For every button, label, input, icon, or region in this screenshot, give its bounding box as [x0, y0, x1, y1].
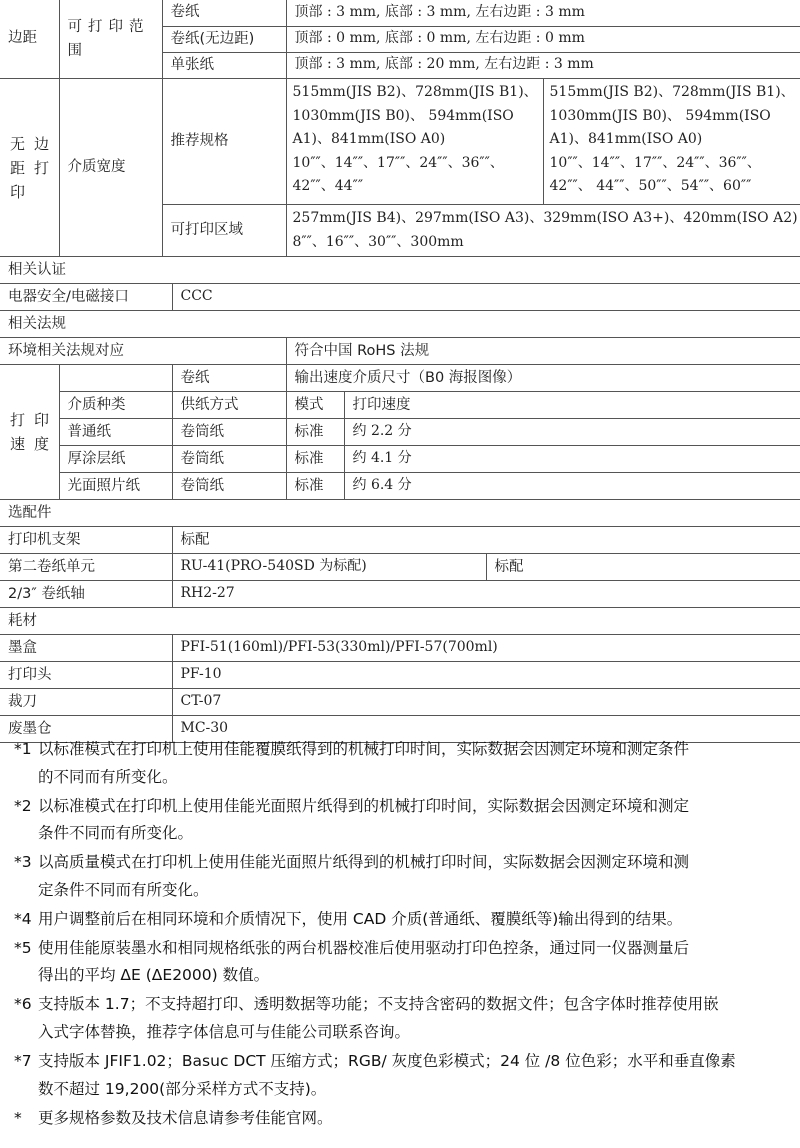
footnote — [14, 736, 794, 791]
regulation-value: 符合中国 RoHS 法规 — [286, 338, 800, 365]
borderless-label: 无边距打印 — [0, 79, 59, 257]
spindle-value: RH2-27 — [172, 581, 800, 608]
recommended-line: 42″″、 44″″、50″″、54″″、60″″ — [549, 178, 752, 194]
footnote-mark: *6 — [14, 995, 32, 1014]
header-speed: 打印速度 — [344, 392, 800, 419]
footnote-text: 入式字体替换，推荐字体信息可与佳能公司联系咨询。 — [38, 1022, 411, 1041]
printable-area-line: 257mm(JIS B4)、297mm(ISO A3)、329mm(ISO A3+)、420mm(ISO A2) — [292, 210, 798, 226]
footnote — [14, 1105, 794, 1133]
mode-cell: 标准 — [286, 473, 344, 500]
header-feed: 供纸方式 — [172, 392, 286, 419]
cert-label: 电器安全/电磁接口 — [0, 284, 172, 311]
footnote-text: 更多规格参数及技术信息请参考佳能官网。 — [38, 1108, 333, 1127]
spindle-label: 2/3″ 卷纸轴 — [0, 581, 172, 608]
margins-label: 边距 — [0, 0, 59, 78]
footnote-mark: * — [14, 1108, 22, 1127]
footnote-text: 支持版本 1.7；不支持超打印、透明数据等功能；不支持含密码的数据文件；包含字体时推荐使用嵌 — [38, 995, 719, 1014]
printable-area-label: 可打印区域 — [162, 205, 286, 257]
footnote-text: 用户调整前后在相同环境和介质情况下，使用 CAD 介质(普通纸、覆膜纸等)输出得到的结果。 — [38, 909, 683, 928]
footnote-text: 使用佳能原装墨水和相同规格纸张的两台机器校准后使用驱动打印色控条，通过同一仪器测量后 — [38, 938, 690, 957]
footnote-text: 条件不同而有所变化。 — [38, 824, 194, 843]
consumables-table — [0, 607, 800, 743]
margin-value: 顶部 : 3 mm, 底部 : 20 mm, 左右边距 : 3 mm — [286, 52, 800, 78]
footnote-mark: *7 — [14, 1052, 32, 1071]
stand-label: 打印机支架 — [0, 527, 172, 554]
footnote — [14, 1048, 794, 1103]
footnote-mark: *2 — [14, 796, 32, 815]
recommended-line: 1030mm(JIS B0)、 594mm(ISO — [549, 107, 771, 124]
recommended-line: 1030mm(JIS B0)、 594mm(ISO — [292, 107, 514, 124]
footnote-mark: *5 — [14, 938, 32, 957]
options-table — [0, 499, 800, 608]
regulation-section-title: 相关法规 — [0, 311, 800, 338]
consumable-value: PFI-51(160ml)/PFI-53(330ml)/PFI-57(700ml) — [172, 635, 800, 662]
footnote-mark: *3 — [14, 853, 32, 872]
footnote — [14, 991, 794, 1046]
margin-value: 顶部 : 3 mm, 底部 : 3 mm, 左右边距 : 3 mm — [286, 0, 800, 26]
footnote — [14, 935, 794, 990]
printable-area-line: 8″″、16″″、30″″、300mm — [292, 233, 464, 250]
consumable-label: 裁刀 — [0, 689, 172, 716]
cert-section-title: 相关认证 — [0, 257, 800, 284]
feed-cell: 卷筒纸 — [172, 446, 286, 473]
margin-value: 顶部 : 0 mm, 底部 : 0 mm, 左右边距 : 0 mm — [286, 26, 800, 52]
printable-range-label: 可打印范围 — [59, 0, 162, 78]
speed-cell: 约 2.2 分 — [344, 419, 800, 446]
consumable-value: CT-07 — [172, 689, 800, 716]
footnote-text: 支持版本 JFIF1.02；Basuc DCT 压缩方式；RGB/ 灰度色彩模式；24 位 /8 位色彩；水平和垂直像素 — [38, 1052, 736, 1071]
footnote — [14, 793, 794, 848]
recommended-list-b — [543, 79, 800, 205]
table-row — [0, 473, 800, 500]
consumable-value: MC-30 — [172, 716, 800, 743]
cert-table — [0, 256, 800, 365]
footnote-text: 的不同而有所变化。 — [38, 767, 178, 786]
mode-cell: 标准 — [286, 419, 344, 446]
margins-table — [0, 0, 800, 79]
feed-cell: 卷筒纸 — [172, 419, 286, 446]
footnote — [14, 849, 794, 904]
output-desc: 输出速度介质尺寸（B0 海报图像） — [286, 365, 800, 392]
recommended-line: 515mm(JIS B2)、728mm(JIS B1)、 — [549, 84, 795, 100]
footnote-mark: *1 — [14, 740, 32, 758]
mode-cell: 标准 — [286, 446, 344, 473]
consumable-label: 打印头 — [0, 662, 172, 689]
recommended-line: 10″″、14″″、17″″、24″″、36″″、 — [549, 154, 761, 171]
footnote — [14, 906, 794, 934]
print-speed-table — [0, 364, 800, 500]
regulation-label: 环境相关法规对应 — [0, 338, 286, 365]
footnote-text: 以标准模式在打印机上使用佳能覆膜纸得到的机械打印时间，实际数据会因测定环境和测定条件 — [38, 740, 690, 758]
printable-area-value — [286, 205, 800, 257]
header-media: 介质种类 — [59, 392, 172, 419]
recommended-label: 推荐规格 — [162, 79, 286, 205]
header-mode: 模式 — [286, 392, 344, 419]
recommended-line: A1)、841mm(ISO A0) — [292, 131, 446, 147]
table-row — [0, 662, 800, 689]
second-roll-label: 第二卷纸单元 — [0, 554, 172, 581]
margin-type: 卷纸(无边距) — [162, 26, 286, 52]
footnote-text: 数不超过 19,200(部分采样方式不支持)。 — [38, 1079, 327, 1098]
media-width-label: 介质宽度 — [59, 79, 162, 257]
footnote-text: 得出的平均 ΔE (ΔE2000) 数值。 — [38, 966, 270, 985]
recommended-list-a — [286, 79, 543, 205]
margin-type: 卷纸 — [162, 0, 286, 26]
media-cell: 光面照片纸 — [59, 473, 172, 500]
footnote-text: 以高质量模式在打印机上使用佳能光面照片纸得到的机械打印时间，实际数据会因测定环境和测 — [38, 853, 690, 872]
consumable-label: 墨盒 — [0, 635, 172, 662]
footnotes — [14, 736, 794, 1134]
footnote-text: 定条件不同而有所变化。 — [38, 880, 209, 899]
speed-cell: 约 6.4 分 — [344, 473, 800, 500]
media-cell: 普通纸 — [59, 419, 172, 446]
recommended-line: 42″″、44″″ — [292, 178, 364, 194]
borderless-table — [0, 78, 800, 257]
speed-cell: 约 4.1 分 — [344, 446, 800, 473]
print-speed-label: 打印速度 — [0, 365, 59, 500]
consumable-label: 废墨仓 — [0, 716, 172, 743]
cert-value: CCC — [172, 284, 800, 311]
table-row — [0, 635, 800, 662]
stand-value: 标配 — [172, 527, 800, 554]
footnote-mark: *4 — [14, 909, 32, 928]
footnote-text: 以标准模式在打印机上使用佳能光面照片纸得到的机械打印时间，实际数据会因测定环境和测定 — [38, 796, 690, 815]
second-roll-note: 标配 — [486, 554, 800, 581]
feed-cell: 卷筒纸 — [172, 473, 286, 500]
table-row — [0, 419, 800, 446]
consumable-value: PF-10 — [172, 662, 800, 689]
options-section-title: 选配件 — [0, 500, 800, 527]
consumables-section-title: 耗材 — [0, 608, 800, 635]
recommended-line: A1)、841mm(ISO A0) — [549, 131, 703, 147]
media-cell: 厚涂层纸 — [59, 446, 172, 473]
recommended-line: 10″″、14″″、17″″、24″″、36″″、 — [292, 154, 504, 171]
second-roll-value: RU-41(PRO-540SD 为标配) — [172, 554, 486, 581]
table-row — [0, 689, 800, 716]
margin-type: 单张纸 — [162, 52, 286, 78]
empty-cell — [59, 365, 172, 392]
roll-paper-label: 卷纸 — [172, 365, 286, 392]
recommended-line: 515mm(JIS B2)、728mm(JIS B1)、 — [292, 84, 538, 100]
table-row — [0, 446, 800, 473]
